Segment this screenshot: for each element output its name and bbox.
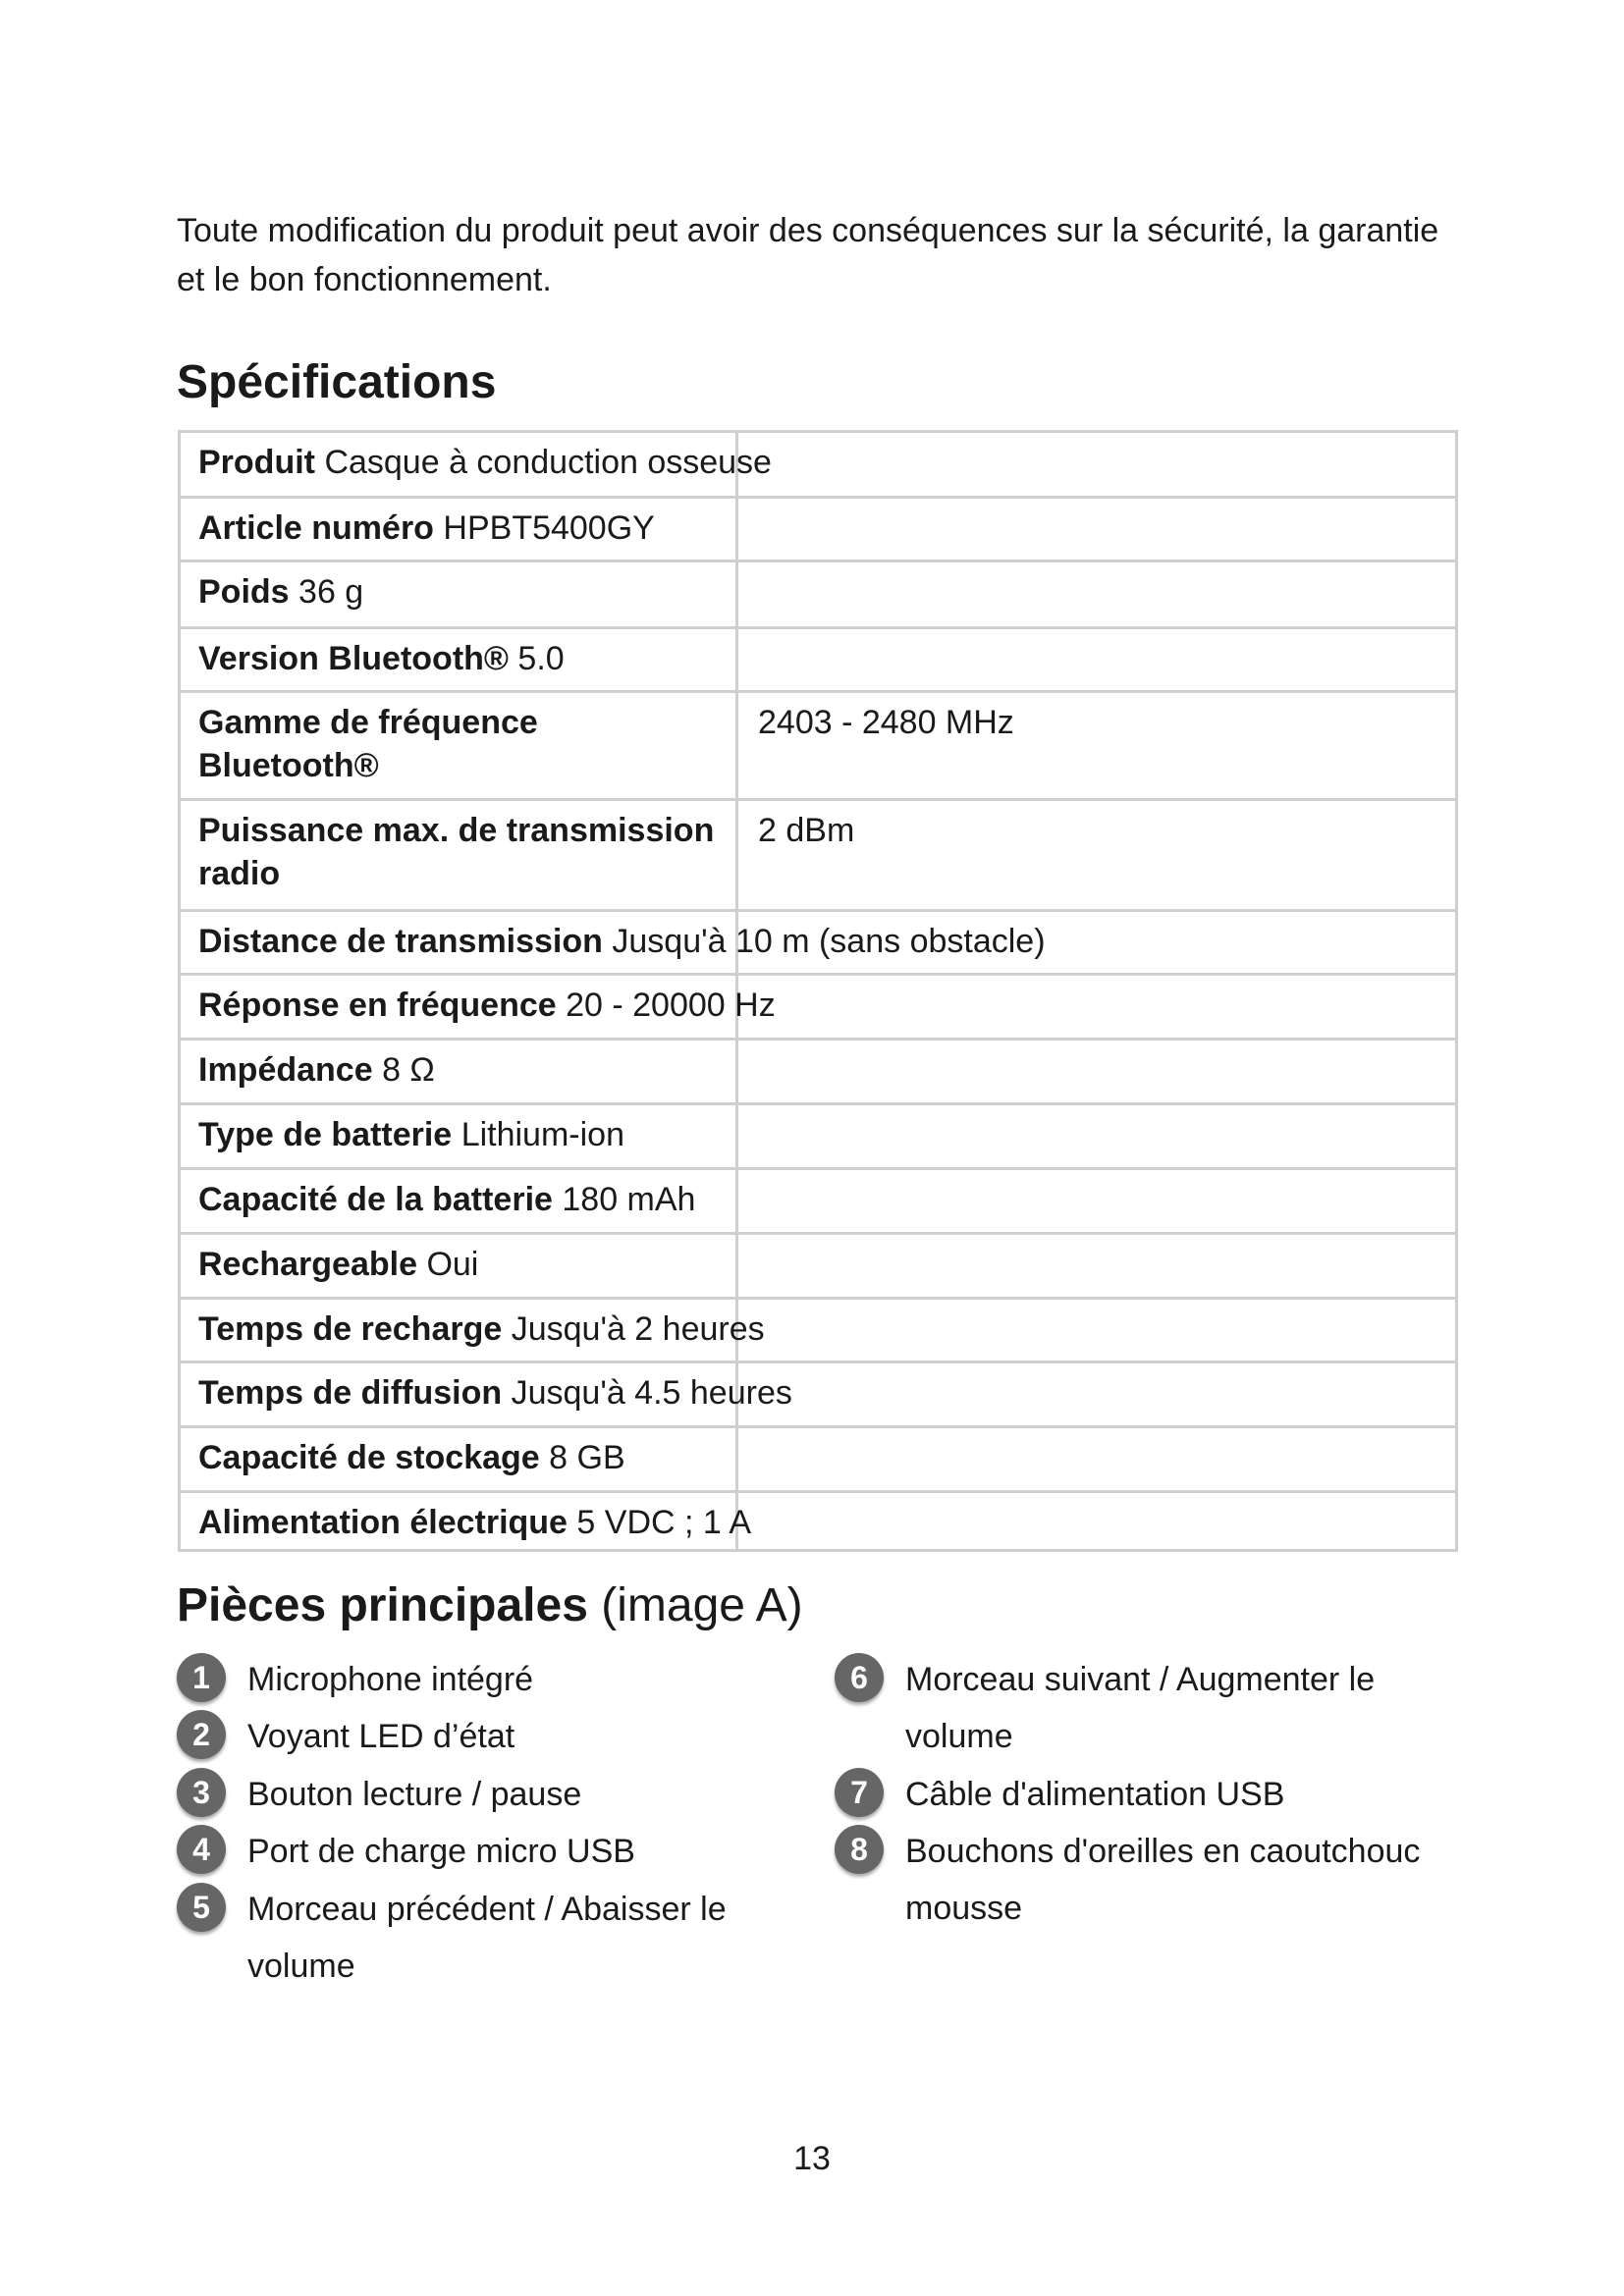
spec-label: Temps de diffusion [198, 1374, 503, 1412]
spec-value: 5 VDC ; 1 A [576, 1504, 752, 1541]
number-badge-icon: 5 [177, 1883, 226, 1932]
spec-value: 2403 - 2480 MHz [758, 704, 1014, 741]
spec-label: Produit [198, 444, 315, 481]
spec-value: Jusqu'à 4.5 heures [511, 1374, 792, 1412]
spec-label: Puissance max. de transmission radio [198, 812, 715, 892]
spec-value: 8 Ω [382, 1051, 435, 1089]
spec-row [181, 798, 1455, 909]
part-label: Bouchons d'oreilles en caoutchouc mousse [905, 1833, 1421, 1927]
spec-cell [198, 920, 1046, 963]
page-number: 13 [793, 2140, 831, 2177]
spec-row [181, 1102, 1455, 1167]
spec-cell [198, 507, 655, 550]
parts-heading: Pièces principales (image A) [177, 1579, 803, 1631]
part-label: Microphone intégré [247, 1661, 534, 1698]
intro-paragraph: Toute modification du produit peut avoir des conséquences sur la sécurité, la garantie et le bon fonctionnement. [177, 212, 1439, 298]
part-item [835, 1651, 1475, 1765]
spec-label: Réponse en fréquence [198, 987, 557, 1024]
spec-cell [198, 1113, 624, 1156]
spec-cell [198, 637, 565, 680]
spec-label: Article numéro [198, 509, 434, 547]
spec-value: Lithium-ion [460, 1116, 624, 1153]
spec-value: 20 - 20000 Hz [566, 987, 776, 1024]
spec-value: Jusqu'à 10 m (sans obstacle) [612, 923, 1046, 960]
specs-table [178, 430, 1458, 1552]
spec-value: Jusqu'à 2 heures [511, 1310, 765, 1348]
spec-cell [198, 984, 776, 1027]
number-badge-icon: 8 [835, 1825, 884, 1874]
spec-row [181, 690, 1455, 798]
spec-cell [198, 809, 719, 895]
spec-cell [198, 1308, 765, 1351]
spec-row [181, 973, 1455, 1038]
part-item [177, 1881, 778, 1995]
spec-label: Capacité de stockage [198, 1439, 540, 1476]
spec-row [181, 1297, 1455, 1361]
part-item [177, 1766, 778, 1823]
spec-row [181, 909, 1455, 973]
number-badge-icon: 1 [177, 1653, 226, 1702]
spec-label: Poids [198, 573, 290, 611]
spec-cell [198, 1243, 478, 1286]
spec-label: Temps de recharge [198, 1310, 503, 1348]
part-item [177, 1651, 778, 1708]
spec-label: Capacité de la batterie [198, 1181, 553, 1218]
part-item [835, 1766, 1475, 1823]
spec-cell [198, 701, 719, 787]
spec-value: 8 GB [549, 1439, 625, 1476]
spec-row [181, 1038, 1455, 1102]
spec-label: Rechargeable [198, 1246, 417, 1283]
spec-value: 180 mAh [562, 1181, 696, 1218]
spec-label: Alimentation électrique [198, 1504, 568, 1541]
spec-row [181, 1232, 1455, 1297]
spec-label: Impédance [198, 1051, 373, 1089]
spec-value: HPBT5400GY [443, 509, 655, 547]
spec-label: Distance de transmission [198, 923, 603, 960]
spec-row [181, 1361, 1455, 1425]
spec-row [181, 1490, 1455, 1552]
part-label: Morceau précédent / Abaisser le volume [247, 1891, 727, 1985]
spec-value: Casque à conduction osseuse [324, 444, 772, 481]
part-label: Bouton lecture / pause [247, 1776, 582, 1813]
spec-row [181, 433, 1455, 496]
spec-value: 36 g [298, 573, 364, 611]
spec-label: Gamme de fréquence Bluetooth® [198, 704, 538, 784]
spec-cell [198, 570, 363, 614]
spec-label: Version Bluetooth® [198, 640, 509, 677]
spec-row [181, 626, 1455, 690]
number-badge-icon: 7 [835, 1768, 884, 1817]
spec-row [181, 1167, 1455, 1232]
number-badge-icon: 2 [177, 1710, 226, 1759]
specs-heading: Spécifications [177, 356, 497, 408]
part-item [835, 1823, 1475, 1937]
spec-cell [198, 1178, 695, 1221]
spec-cell [198, 1048, 435, 1092]
spec-cell [198, 1501, 751, 1544]
spec-row [181, 496, 1455, 560]
part-label: Voyant LED d’état [247, 1718, 515, 1755]
number-badge-icon: 4 [177, 1825, 226, 1874]
spec-row [181, 560, 1455, 626]
part-item [177, 1708, 778, 1765]
spec-value: 2 dBm [758, 812, 855, 849]
spec-label: Type de batterie [198, 1116, 453, 1153]
spec-value: Oui [426, 1246, 479, 1283]
spec-cell [198, 441, 772, 484]
part-label: Morceau suivant / Augmenter le volume [905, 1661, 1376, 1755]
part-item [177, 1823, 778, 1880]
spec-row [181, 1425, 1455, 1490]
number-badge-icon: 3 [177, 1768, 226, 1817]
part-label: Port de charge micro USB [247, 1833, 635, 1870]
spec-value: 5.0 [517, 640, 565, 677]
spec-cell [198, 1436, 625, 1479]
spec-cell [198, 1371, 792, 1415]
part-label: Câble d'alimentation USB [905, 1776, 1285, 1813]
number-badge-icon: 6 [835, 1653, 884, 1702]
